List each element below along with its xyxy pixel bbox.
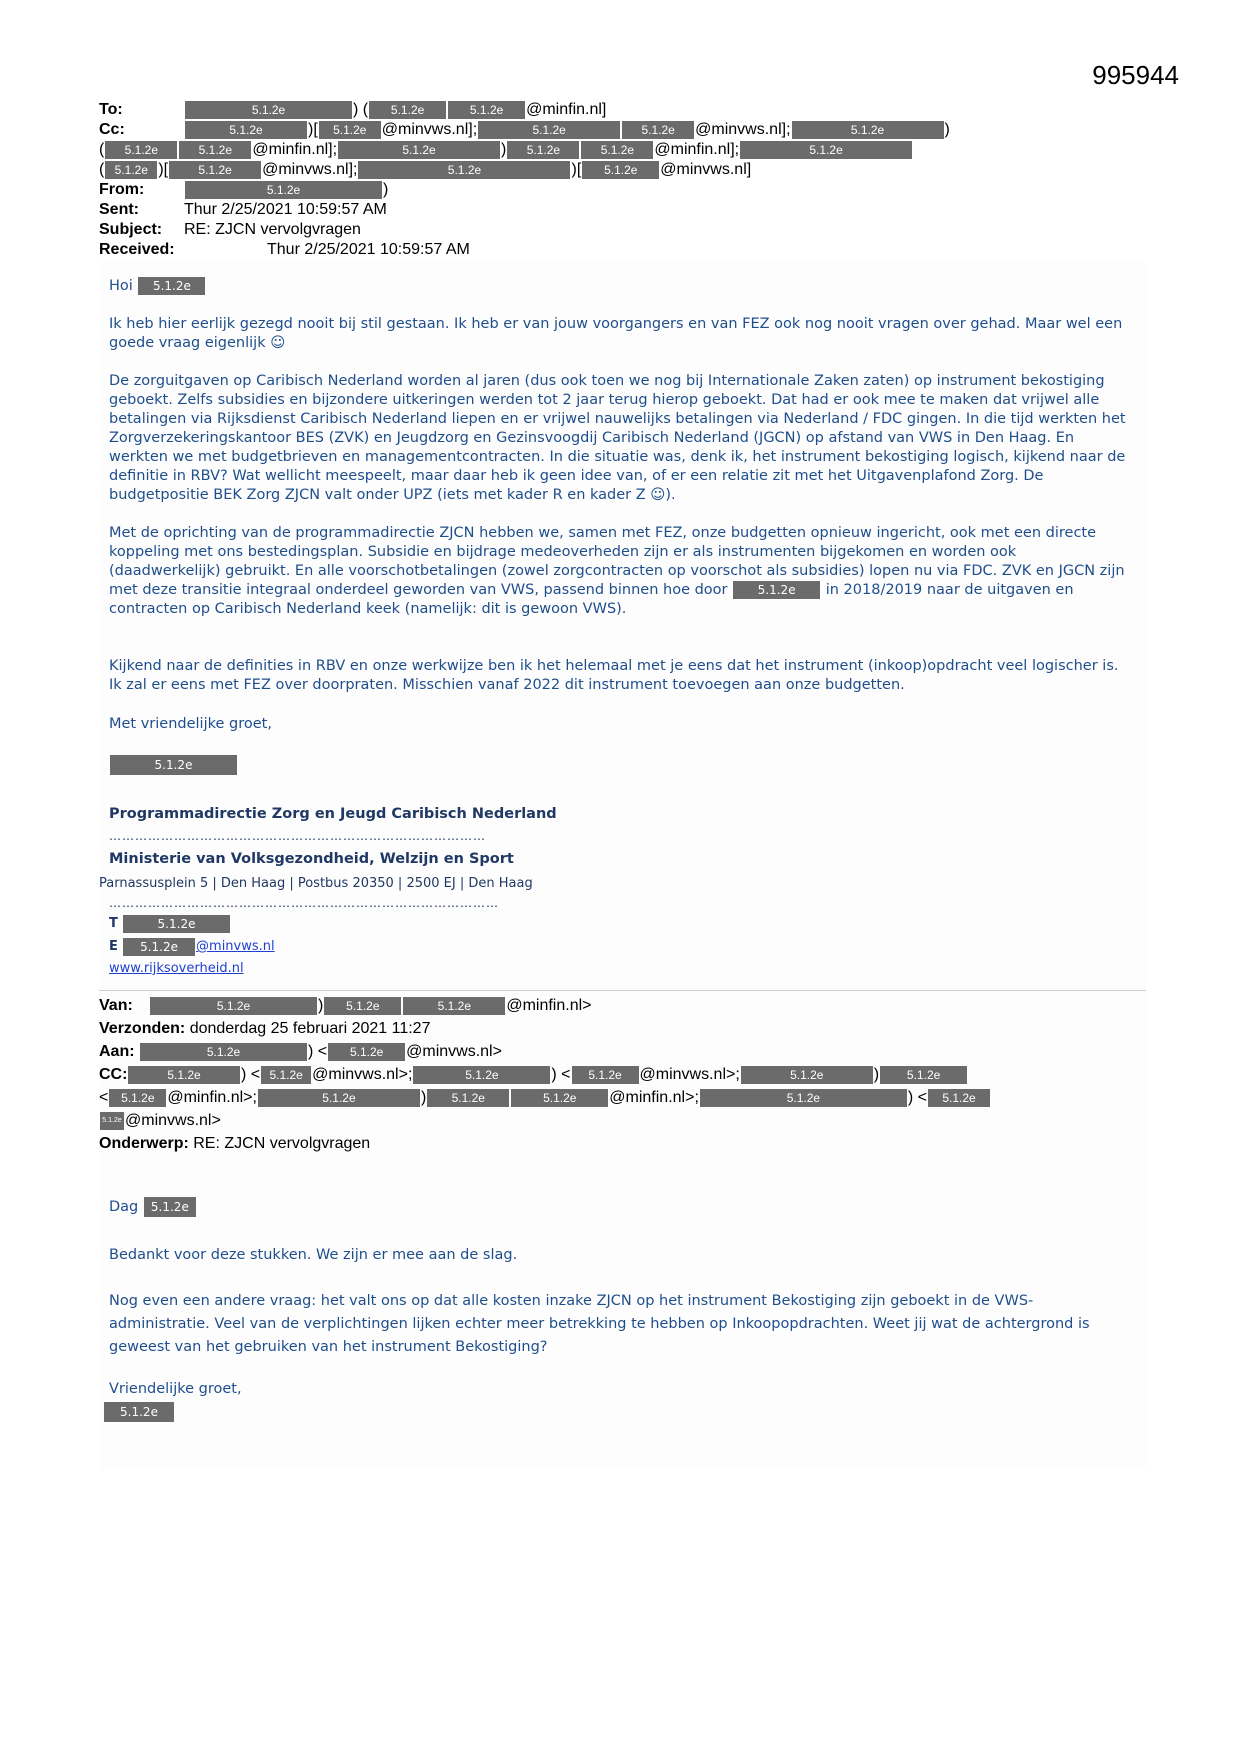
redaction: 5.1.2e: [104, 1402, 174, 1422]
reply-paragraph-1: Ik heb hier eerlijk gezegd nooit bij stil gestaan. Ik heb er van jouw voorgangers en van FEZ ook nog nooit vragen over gehad. Maar wel een goede vraag eigenlijk ☺: [109, 316, 1123, 351]
email-link[interactable]: @minvws.nl: [196, 939, 275, 954]
redaction: 5.1.2e: [324, 997, 401, 1015]
cc-row: Cc: 5.1.2e )[ 5.1.2e @minvws.nl]; 5.1.2e 5.1.2e @minvws.nl]; 5.1.2e ): [99, 121, 950, 138]
redaction: 5.1.2e: [128, 1066, 240, 1084]
redaction: 5.1.2e: [258, 1089, 420, 1107]
email-domain: @minfin.nl>;: [609, 1089, 699, 1106]
redaction: 5.1.2e: [338, 141, 500, 159]
redaction: 5.1.2e: [105, 161, 157, 179]
onderwerp-label: Onderwerp:: [99, 1135, 189, 1152]
signature-org: Programmadirectie Zorg en Jeugd Caribisch Nederland: [109, 806, 557, 822]
signature-address: Parnassusplein 5 | Den Haag | Postbus 20350 | 2500 EJ | Den Haag: [99, 876, 533, 891]
signature-email: [109, 937, 1129, 956]
email-label: E: [109, 939, 118, 954]
aan-label: Aan:: [99, 1043, 135, 1060]
sent-row: [99, 200, 1119, 220]
reply-paragraph-2: De zorguitgaven op Caribisch Nederland worden al jaren (dus ook toen we nog bij Internationale Zaken zaten) op instrument bekostiging geboekt. Zelfs subsidies en bijzondere uitkeringen werden tot 2 jaar terug hierop geboekt. Dat had er ook mee te maken dat vrijwel alle betalingen via Rijksdienst Caribisch Nederland liepen en er vrijwel nauwelijks betalingen via Nederland / FDC gingen. In die tijd werkten het Zorgverzekeringskantoor BES (ZVK) en Jeugdzorg en Gezinsvoogdij Caribisch Nederland (JGCN) op afstand van VWS in Den Haag. En werkten we met budgetbrieven en managementcontracten. In die situatie was, denk ik, het instrument bekostiging logisch, kijkend naar de definitie in RBV? Wat wellicht meespeelt, maar daar heb ik geen idee van, of er een relatie zit met het Uitgavenplafond Zorg. De budgetpositie BEK Zorg ZJCN valt onder UPZ (iets met kader R en kader Z ☺).: [109, 373, 1126, 503]
redaction: 5.1.2e: [328, 1043, 405, 1061]
redaction: 5.1.2e: [185, 181, 382, 199]
sent-label: Sent:: [99, 201, 139, 218]
cc-original-row-3: [99, 1109, 1129, 1132]
onderwerp-value: RE: ZJCN vervolgvragen: [193, 1135, 371, 1152]
website-link[interactable]: www.rijksoverheid.nl: [109, 961, 244, 976]
received-row: [99, 240, 1119, 260]
greeting-text: Hoi: [109, 278, 133, 294]
redaction: 5.1.2e: [478, 121, 620, 139]
redaction: 5.1.2e: [413, 1066, 550, 1084]
redaction: 5.1.2e: [582, 161, 659, 179]
email-domain: @minvws.nl];: [262, 161, 358, 178]
redaction: 5.1.2e: [169, 161, 261, 179]
redaction: 5.1.2e: [100, 1112, 124, 1130]
cc-original-label: CC:: [99, 1066, 128, 1083]
redaction: 5.1.2e: [138, 277, 205, 295]
redaction: 5.1.2e: [741, 1066, 873, 1084]
redaction: 5.1.2e: [110, 755, 237, 775]
redaction: 5.1.2e: [403, 997, 505, 1015]
email-body: [99, 262, 1146, 1470]
redaction: 5.1.2e: [700, 1089, 907, 1107]
redaction: 5.1.2e: [319, 121, 381, 139]
redaction: 5.1.2e: [880, 1066, 967, 1084]
email-domain: @minvws.nl>;: [639, 1066, 740, 1083]
paragraph-3-text-b: in 2018/2019 naar de uitgaven en contracten op Caribisch Nederland keek (namelijk: dit is gewoon VWS).: [109, 582, 1074, 617]
redaction: 5.1.2e: [123, 915, 230, 933]
redaction: 5.1.2e: [507, 141, 579, 159]
subject-value: RE: ZJCN vervolgvragen: [184, 221, 361, 238]
email-domain: @minvws.nl>: [406, 1043, 502, 1060]
redaction: 5.1.2e: [105, 141, 177, 159]
reply-paragraph-4: Kijkend naar de definities in RBV en onze werkwijze ben ik het helemaal met je eens dat het instrument (inkoop)opdracht veel logischer is. Ik zal er eens met FEZ over doorpraten. Misschien vanaf 2022 dit instrument toevoegen aan onze budgetten.: [109, 658, 1119, 693]
subject-row: [99, 220, 1119, 240]
redaction: 5.1.2e: [369, 101, 446, 119]
cc-row-2: ( 5.1.2e 5.1.2e @minfin.nl]; 5.1.2e ) 5.1.2e 5.1.2e @minfin.nl]; 5.1.2e: [99, 140, 1119, 160]
subject-label: Subject:: [99, 221, 163, 238]
email-domain: @minfin.nl]: [526, 101, 607, 118]
received-value: Thur 2/25/2021 10:59:57 AM: [267, 241, 470, 258]
redaction: 5.1.2e: [928, 1089, 990, 1107]
aan-row: Aan: 5.1.2e ) < 5.1.2e @minvws.nl>: [99, 1040, 1129, 1063]
van-label: Van:: [99, 997, 133, 1014]
reply-greeting: [109, 277, 1129, 296]
paragraph-3-text-a: Met de oprichting van de programmadirectie ZJCN hebben we, samen met FEZ, onze budgetten opnieuw ingericht, ook met een directe koppeling met ons bestedingsplan. Subsidie en bijdrage medeoverheden zijn er als instrumenten bijgekomen en worden ook (daadwerkelijk) gebruikt. En alle voorschotbetalingen (zowel zorgcontracten op voorschot als subsidies) lopen nu via FDC. ZVK en JGCN zijn met deze transitie integraal onderdeel geworden van VWS, passend binnen hoe door: [109, 525, 1125, 598]
email-domain: @minvws.nl>;: [312, 1066, 413, 1083]
redaction: 5.1.2e: [150, 997, 317, 1015]
verzonden-row: [99, 1017, 1129, 1040]
redaction: 5.1.2e: [792, 121, 944, 139]
cc-label: Cc:: [99, 121, 125, 138]
redaction: 5.1.2e: [572, 1066, 639, 1084]
message-separator: [99, 990, 1146, 991]
email-domain: @minfin.nl>: [506, 997, 592, 1014]
van-row: Van: 5.1.2e ) 5.1.2e 5.1.2e @minfin.nl>: [99, 994, 1129, 1017]
redaction: 5.1.2e: [448, 101, 525, 119]
redaction: 5.1.2e: [358, 161, 570, 179]
email-header: [99, 100, 1119, 260]
original-signature: [103, 1402, 1123, 1422]
redaction: 5.1.2e: [622, 121, 694, 139]
cc-row-3: ( 5.1.2e )[ 5.1.2e @minvws.nl]; 5.1.2e )[ 5.1.2e @minvws.nl]: [99, 161, 752, 178]
email-domain: @minvws.nl]: [660, 161, 752, 178]
from-row: From: 5.1.2e ): [99, 181, 389, 198]
verzonden-label: Verzonden:: [99, 1020, 186, 1037]
email-domain: @minfin.nl];: [654, 141, 740, 158]
redaction: 5.1.2e: [140, 1043, 307, 1061]
signature-ministry: Ministerie van Volksgezondheid, Welzijn en Sport: [109, 851, 514, 867]
redaction: 5.1.2e: [740, 141, 912, 159]
original-closing: Vriendelijke groet,: [109, 1381, 242, 1397]
original-greeting: [109, 1197, 1129, 1217]
redaction: 5.1.2e: [123, 938, 195, 956]
cc-original-row: CC: 5.1.2e ) < 5.1.2e @minvws.nl>; 5.1.2e ) < 5.1.2e @minvws.nl>; 5.1.2e ) 5.1.2e: [99, 1063, 1129, 1086]
redaction: 5.1.2e: [261, 1066, 311, 1084]
original-paragraph-1: Bedankt voor deze stukken. We zijn er mee aan de slag.: [109, 1247, 518, 1263]
original-paragraph-2: Nog even een andere vraag: het valt ons op dat alle kosten inzake ZJCN op het instrument Bekostiging zijn geboekt in de VWS-administratie. Veel van de verplichtingen lijken echter meer betrekking te hebben op Inkoopopdrachten. Weet jij wat de achtergrond is geweest van het gebruiken van het instrument Bekostiging?: [109, 1293, 1090, 1355]
redaction: 5.1.2e: [185, 121, 307, 139]
document-number: 995944: [1092, 60, 1179, 90]
dotted-divider: ………………………………………………………………………………: [109, 896, 499, 910]
email-domain: @minvws.nl];: [695, 121, 791, 138]
onderwerp-row: [99, 1132, 1129, 1155]
greeting-text: Dag: [109, 1199, 139, 1215]
original-header: [99, 994, 1129, 1155]
email-domain: @minvws.nl>: [125, 1112, 221, 1129]
redaction: 5.1.2e: [179, 141, 251, 159]
redaction: 5.1.2e: [109, 1089, 166, 1107]
phone-label: T: [109, 916, 118, 931]
reply-paragraph-3: [109, 524, 1129, 619]
redaction: 5.1.2e: [733, 581, 820, 599]
redaction: 5.1.2e: [144, 1197, 196, 1217]
sent-value: Thur 2/25/2021 10:59:57 AM: [184, 201, 387, 218]
signature-website: [109, 959, 1129, 978]
email-domain: @minfin.nl];: [252, 141, 338, 158]
dotted-divider: ……………………………………………………………………………: [109, 829, 486, 843]
email-domain: @minfin.nl>;: [167, 1089, 257, 1106]
redaction: 5.1.2e: [185, 101, 352, 119]
redaction: 5.1.2e: [427, 1089, 509, 1107]
reply-closing: Met vriendelijke groet,: [109, 716, 272, 732]
redaction: 5.1.2e: [511, 1089, 608, 1107]
to-label: To:: [99, 101, 123, 118]
signature-name: [109, 755, 1129, 775]
cc-original-row-2: < 5.1.2e @minfin.nl>; 5.1.2e ) 5.1.2e 5.1.2e @minfin.nl>; 5.1.2e ) < 5.1.2e: [99, 1086, 1129, 1109]
verzonden-value: donderdag 25 februari 2021 11:27: [189, 1020, 431, 1037]
redaction: 5.1.2e: [581, 141, 653, 159]
email-domain: @minvws.nl];: [381, 121, 478, 138]
from-label: From:: [99, 181, 145, 198]
signature-phone: [109, 914, 1129, 933]
to-row: To: 5.1.2e ) ( 5.1.2e 5.1.2e @minfin.nl]: [99, 101, 607, 118]
received-label: Received:: [99, 241, 175, 258]
